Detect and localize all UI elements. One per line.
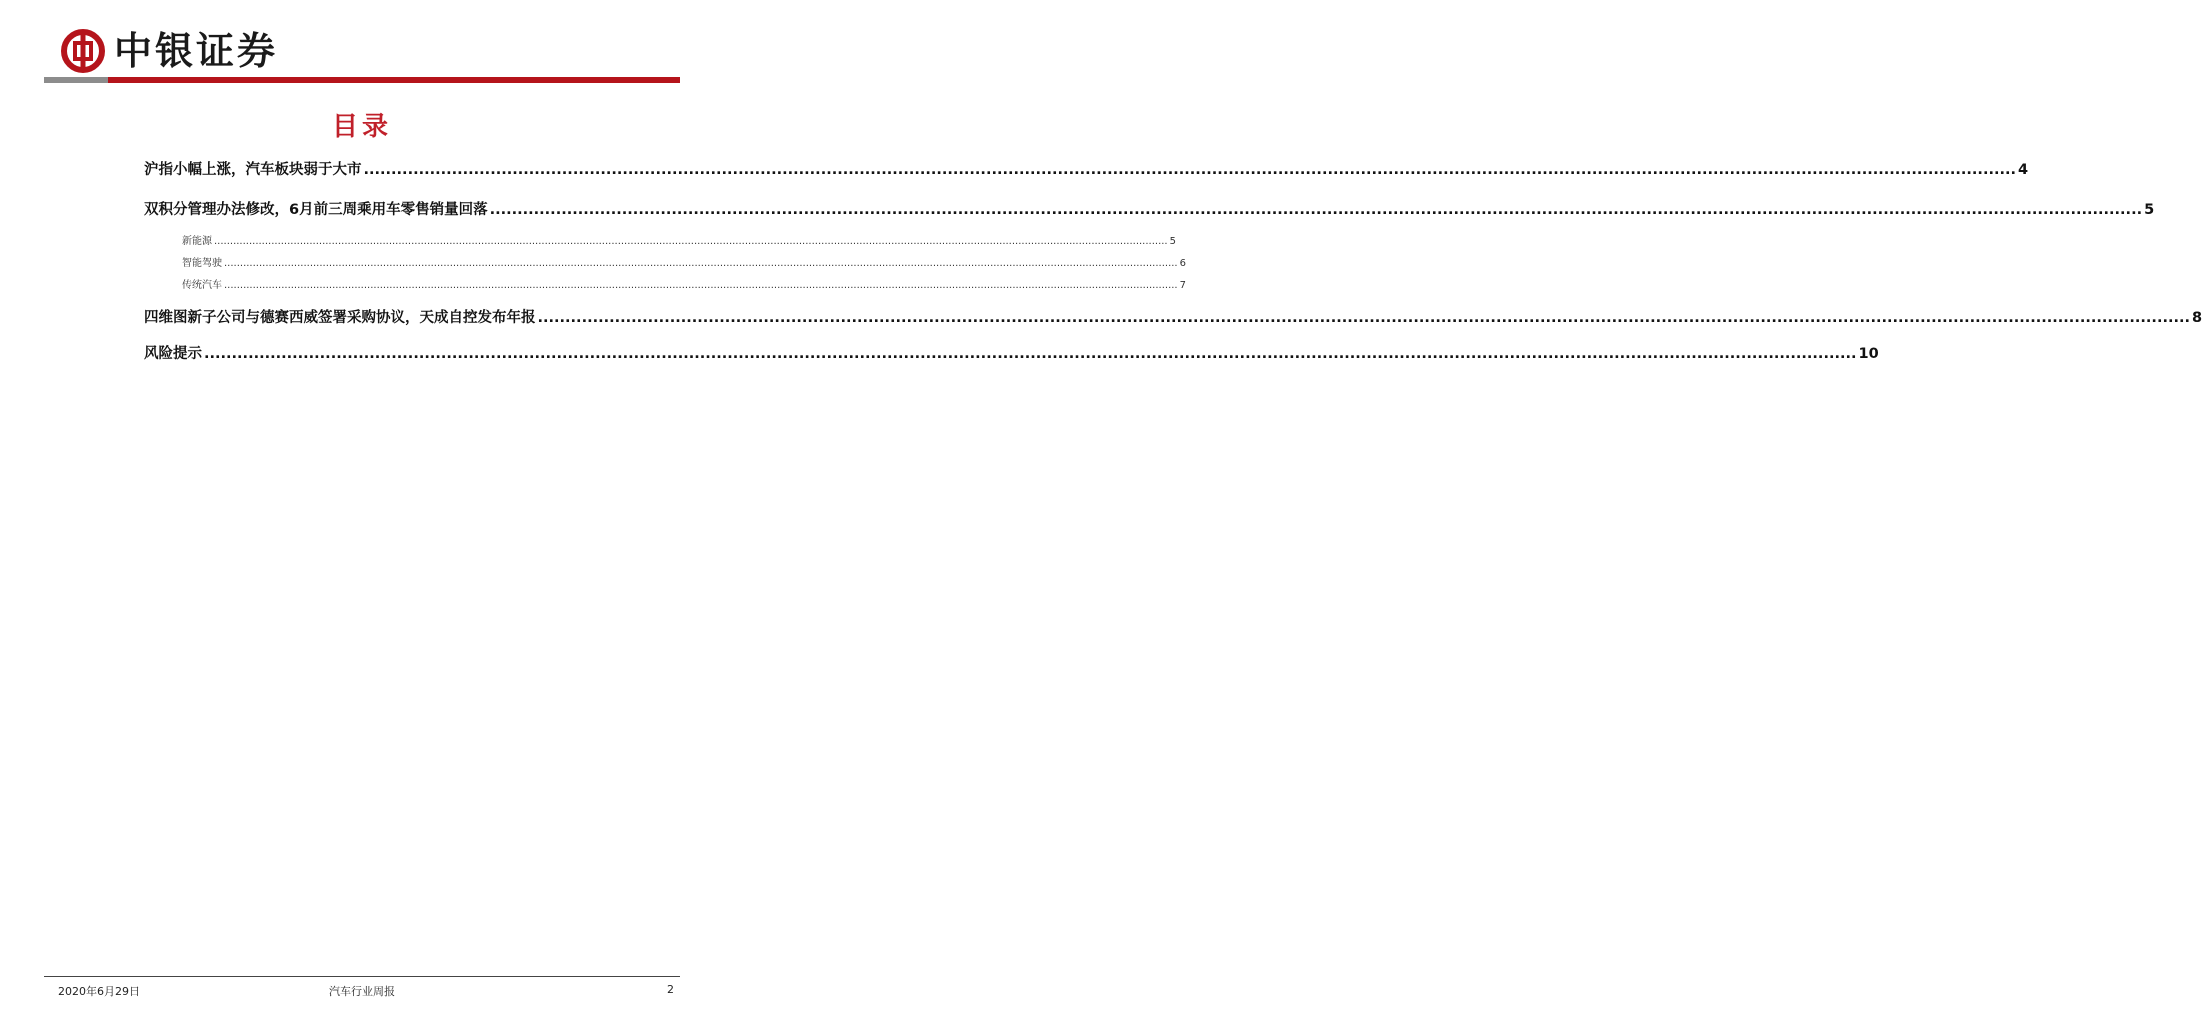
toc-entry-label: 风险提示 <box>144 346 202 362</box>
footer-divider <box>44 976 680 977</box>
footer-date: 2020年6月29日 <box>58 985 140 998</box>
footer-report-name: 汽车行业周报 <box>329 985 395 998</box>
toc-entry[interactable] <box>144 158 2029 179</box>
toc-leader-dots: ............................................................................................................................................................................................................................................................................................................ <box>489 202 2143 218</box>
toc-subentry[interactable] <box>182 232 1176 247</box>
header-divider-gray <box>44 77 108 83</box>
toc-entry-page: 7 <box>1179 280 1186 291</box>
toc-entry-page: 4 <box>2018 162 2029 178</box>
toc-subentry[interactable] <box>182 276 1186 291</box>
brand-name: 中银证券 <box>114 28 279 73</box>
toc-entry-page: 6 <box>1179 258 1186 269</box>
toc-entry-label: 传统汽车 <box>182 280 222 291</box>
toc-entry[interactable] <box>144 342 1879 363</box>
toc-subentry[interactable] <box>182 254 1186 269</box>
toc-title: 目录 <box>331 112 392 142</box>
toc-entry-label: 沪指小幅上涨，汽车板块弱于大市 <box>144 162 362 178</box>
toc-entry-label: 智能驾驶 <box>182 258 222 269</box>
toc-entry-label: 新能源 <box>182 236 212 247</box>
bank-of-china-logo-icon <box>60 28 106 74</box>
toc-leader-dots: ............................................................................................................................................................................................................................................................................................................ <box>224 258 1178 269</box>
toc-entry[interactable] <box>144 306 2202 327</box>
toc-entry-label: 四维图新子公司与德赛西威签署采购协议，天成自控发布年报 <box>144 310 536 326</box>
toc-entry-page: 5 <box>1169 236 1176 247</box>
toc-entry-page: 5 <box>2144 202 2155 218</box>
footer-page-number: 2 <box>667 983 674 996</box>
toc-entry-page: 10 <box>1858 346 1879 362</box>
toc-leader-dots: ............................................................................................................................................................................................................................................................................................................ <box>363 162 2016 178</box>
toc-entry-page: 8 <box>2192 310 2202 326</box>
toc-entry-label: 双积分管理办法修改，6月前三周乘用车零售销量回落 <box>144 202 488 218</box>
toc-leader-dots: ............................................................................................................................................................................................................................................................................................................ <box>537 310 2190 326</box>
toc-leader-dots: ............................................................................................................................................................................................................................................................................................................ <box>224 280 1178 291</box>
header-divider-red <box>108 77 680 83</box>
toc-leader-dots: ............................................................................................................................................................................................................................................................................................................ <box>214 236 1168 247</box>
toc-leader-dots: ............................................................................................................................................................................................................................................................................................................ <box>204 346 1857 362</box>
toc-entry[interactable] <box>144 198 2155 219</box>
